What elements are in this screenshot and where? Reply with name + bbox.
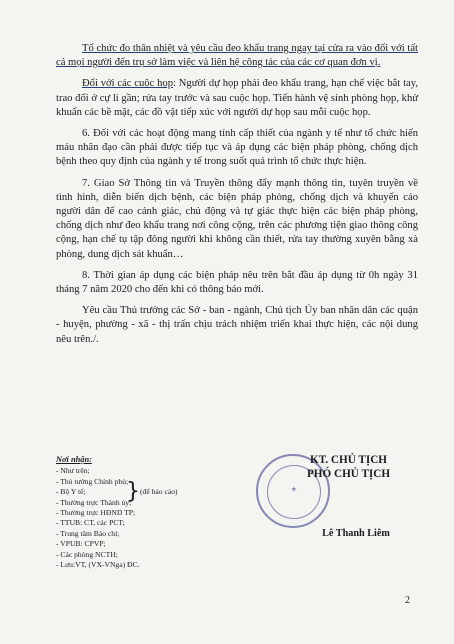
signature-title-line1: KT. CHỦ TỊCH [310,454,387,466]
document-body [56,42,418,354]
paragraph-item-6 [56,127,418,170]
page-number: 2 [405,595,410,606]
paragraph-text: 6. Đối với các hoạt động mang tính cấp thiết của ngành y tế như tổ chức hiến máu nhân đạo cần phải được tiếp tục và áp dụng các biện pháp phòng, chống dịch bệnh theo quy định của ngành y tế trong suốt quá trình tổ chức thực hiện. [56,128,418,168]
paragraph-text: : Người dự họp phải đeo khẩu trang, hạn chế việc bắt tay, trao đổi ở cự li gần; rửa tay trước và sau cuộc họp. Tiến hành vệ sinh phòng họp, khử khuẩn các bề mặt, các đồ vật tiếp xúc với người dự họp sau mỗi cuộc họp. [56,78,418,118]
signature-title-line2: PHÓ CHỦ TỊCH [306,467,391,480]
paragraph-text: 8. Thời gian áp dụng các biện pháp nêu trên bắt đầu áp dụng từ 0h ngày 31 tháng 7 năm 2020 cho đến khi có thông báo mới. [56,269,418,296]
signature-title [281,454,416,481]
paragraph-meetings [56,77,418,120]
signer-name: Lê Thanh Liêm [322,528,390,539]
paragraph-heading: Đối với các cuộc họp [82,78,174,90]
paragraph-closing [56,304,418,347]
paragraph-text: Yêu cầu Thủ trưởng các Sở - ban - ngành, Chủ tịch Ủy ban nhân dân các quận - huyện, phường - xã - thị trấn chịu trách nhiệm triển khai thực hiện, các nội dung nêu trên./. [56,305,418,345]
paragraph-text: 7. Giao Sở Thông tin và Truyền thông đẩy mạnh thông tin, tuyên truyền về tình hình, diễn biến dịch bệnh, các biện pháp phòng, chống dịch và khuyến cáo người dân để cao cảnh giác, chủ động và tự giác thực hiện các biện pháp phòng, chống dịch như đeo khẩu trang nơi công cộng, trên các phương tiện giao thông công cộng, hạn chế tụ tập đông người khi không cần thiết, rửa tay thường xuyên bằng xà phòng, dung dịch sát khuẩn… [56,177,418,260]
recipient-item: - TTUB: CT, các PCT; [56,518,125,528]
paragraph-item-8 [56,269,418,297]
recipient-item: - Như trên; [56,466,90,476]
paragraph-text: Tổ chức đo thân nhiệt và yêu cầu đeo khẩu trang ngay tại cửa ra vào đối với tất cả mọi người đến trụ sở làm việc và liên hệ công tác của các cơ quan đơn vị. [56,43,418,69]
seal-star-icon: ★ [291,487,297,493]
recipient-item: - Thủ tướng Chính phủ; [56,476,129,486]
recipient-item: - Các phòng NCTH; [56,549,118,559]
recipient-item: - VPUB: CPVP; [56,539,106,549]
brace-icon: } [126,479,140,504]
recipient-item: - Thường trực Thành ủy; [56,497,132,507]
signature-block [256,454,416,546]
recipients-brace-note [126,481,178,503]
recipient-item: - Trung tâm Báo chí; [56,528,120,538]
paragraph-temperature-check [56,42,418,70]
recipient-item: - Bộ Y tế; [56,487,86,497]
recipients-title: Nơi nhận: [56,455,92,464]
recipient-item: - Lưu:VT, (VX-VNga) ĐC. [56,560,140,570]
paragraph-item-7 [56,177,418,262]
brace-note-text: (để báo cáo) [140,486,178,496]
recipient-item: - Thường trực HĐND TP; [56,508,136,518]
recipients-block [56,455,246,570]
